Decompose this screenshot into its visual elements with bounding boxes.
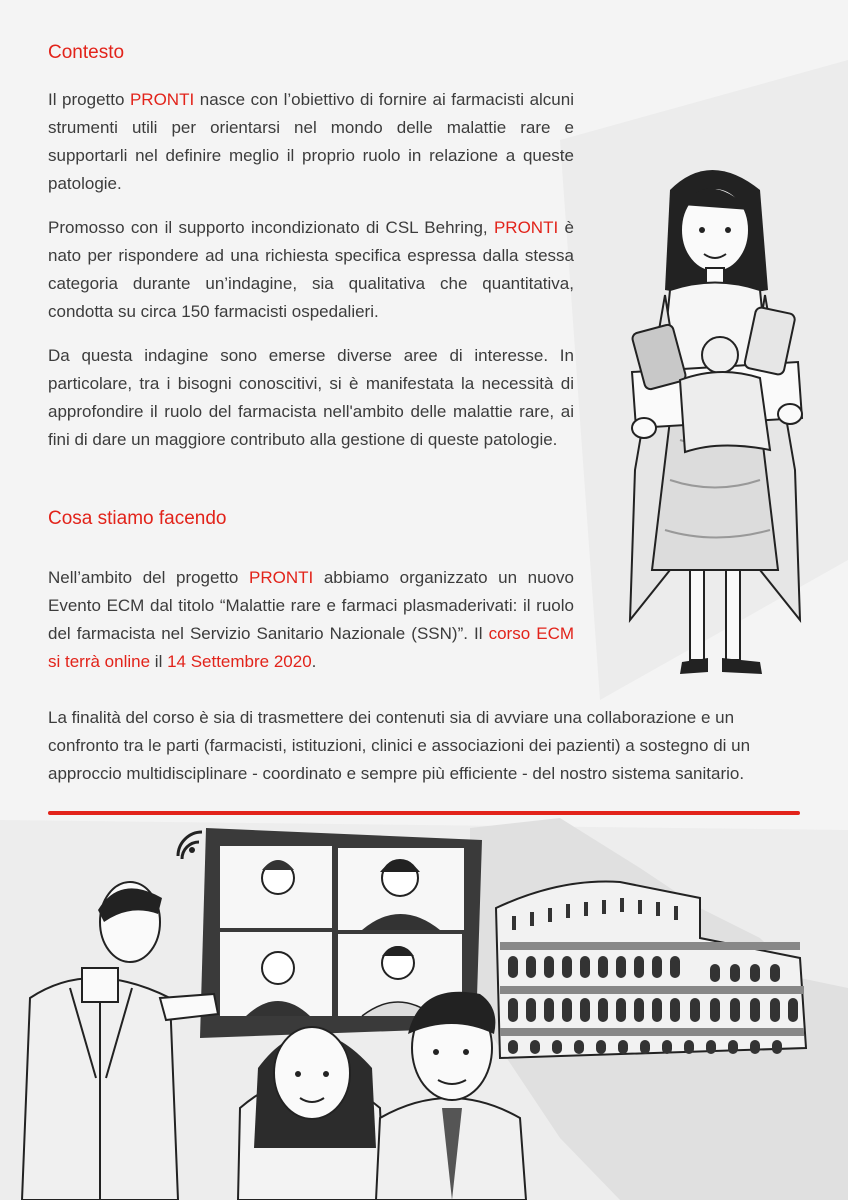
paragraph-finalita: La finalità del corso è sia di trasmettere dei contenuti sia di avviare una collaborazione e un confronto tra le parti (farmacisti, istituzioni, clinici e associazioni dei pazienti) a sostegno di un approccio multidisciplinare - coordinato e sempre più efficiente - del nostro sistema sanitario. <box>48 708 751 783</box>
section-heading-cosa-stiamo-facendo: Cosa stiamo facendo <box>48 508 227 529</box>
red-divider <box>48 811 800 815</box>
paragraph-intro: Il progetto PRONTI nasce con l’obiettivo di fornire ai farmacisti alcuni strumenti utili per orientarsi nel mondo delle malattie rare e supportarli nel definire meglio il proprio ruolo in relazione a queste patologie. <box>48 90 574 193</box>
highlight-pronti: PRONTI <box>493 218 559 237</box>
highlight-date: 14 Settembre 2020 <box>167 652 312 671</box>
section-heading-contesto: Contesto <box>48 42 125 63</box>
wifi-icon <box>178 832 202 859</box>
paragraph-indagine: Da questa indagine sono emerse diverse aree di interesse. In particolare, tra i bisogni conoscitivi, si è manifestata la necessità di approfondire il ruolo del farmacista nell'ambito delle malattie rare, ai fini di dare un maggiore contributo alla gestione di queste patologie. <box>48 346 574 449</box>
doctor-left <box>22 882 218 1200</box>
paragraph-promosso: Promosso con il supporto incondizionato di CSL Behring, PRONTI è nato per rispondere ad una richiesta specifica espressa dalla stessa categoria durante un’indagine, sia qualitativa che quantitativa, condotta su circa 150 farmacisti ospedalieri. <box>48 218 574 321</box>
woman-holding-box-illustration <box>610 150 820 690</box>
video-conference-illustration <box>0 818 848 1200</box>
paragraph-evento-ecm: Nell’ambito del progetto PRONTI abbiamo organizzato un nuovo Evento ECM dal titolo “Malattie rare e farmaci plasmaderivati: il ruolo del farmacista nel Servizio Sanitario Nazionale (SSN)”. Il corso ECM si terrà online il 14 Settembre 2020. <box>48 568 575 671</box>
highlight-pronti: PRONTI <box>129 90 195 109</box>
highlight-corso-online: corso ECM si terrà online <box>48 624 575 671</box>
colosseum-illustration <box>496 882 806 1058</box>
woman-center <box>238 1027 384 1200</box>
highlight-pronti: PRONTI <box>248 568 314 587</box>
